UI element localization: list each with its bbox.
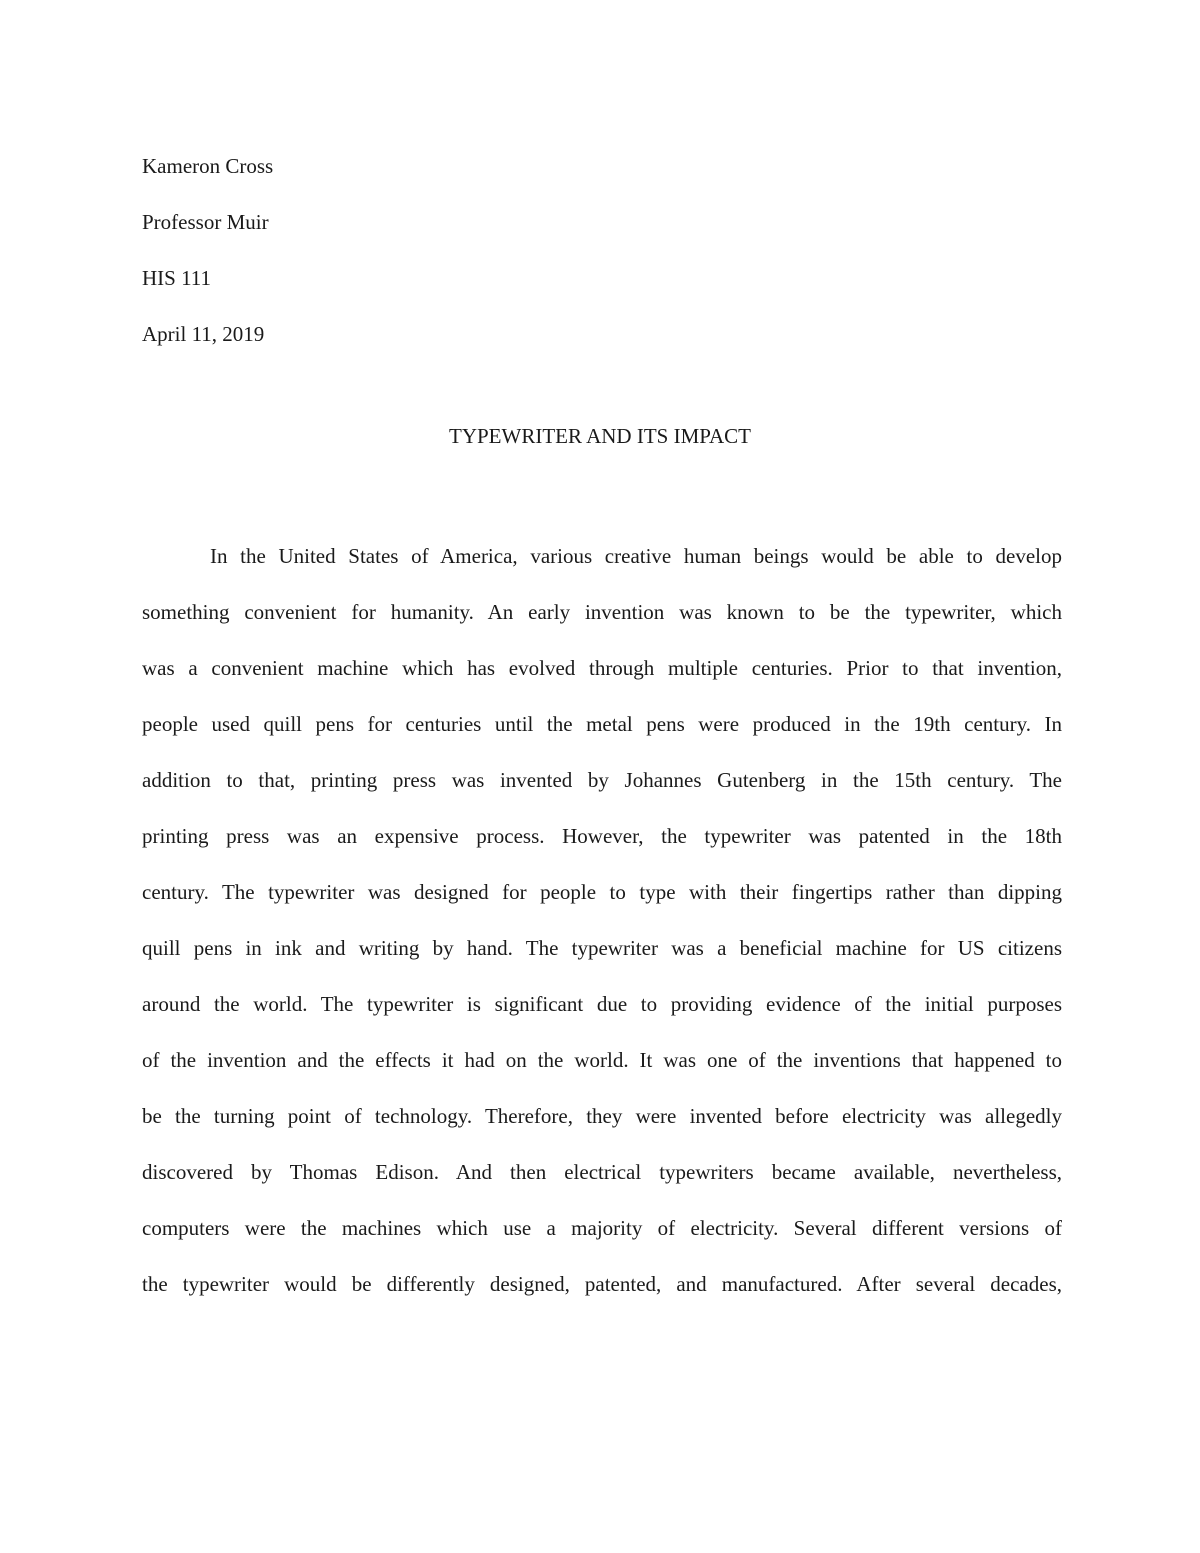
paragraph-line: printing press was an expensive process. However, the typewriter was patented in the 18th [142,824,1062,848]
essay-paragraph [142,528,1062,1312]
author-name: Kameron Cross [142,154,274,178]
course-code: HIS 111 [142,266,212,290]
essay-title: TYPEWRITER AND ITS IMPACT [449,424,751,448]
paragraph-line: quill pens in ink and writing by hand. The typewriter was a beneficial machine for US citizens [142,936,1062,960]
paragraph-line: people used quill pens for centuries until the metal pens were produced in the 19th century. In [142,712,1062,736]
paragraph-line: century. The typewriter was designed for people to type with their fingertips rather than dipping [142,880,1062,904]
paragraph-line: addition to that, printing press was invented by Johannes Gutenberg in the 15th century. The [142,768,1062,792]
mla-heading [142,138,742,362]
paragraph-line: the typewriter would be differently designed, patented, and manufactured. After several decades, [142,1272,1062,1296]
paragraph-line: of the invention and the effects it had on the world. It was one of the inventions that happened to [142,1048,1062,1072]
professor-name: Professor Muir [142,210,269,234]
paragraph-line: around the world. The typewriter is significant due to providing evidence of the initial purposes [142,992,1062,1016]
paragraph-line: was a convenient machine which has evolved through multiple centuries. Prior to that invention, [142,656,1062,680]
paragraph-line: computers were the machines which use a majority of electricity. Several different versions of [142,1216,1062,1240]
paragraph-line: something convenient for humanity. An early invention was known to be the typewriter, which [142,600,1062,624]
document-date: April 11, 2019 [142,322,265,346]
paragraph-line: In the United States of America, various creative human beings would be able to develop [210,544,1062,568]
paragraph-line: be the turning point of technology. Therefore, they were invented before electricity was allegedly [142,1104,1062,1128]
paragraph-line: discovered by Thomas Edison. And then electrical typewriters became available, nevertheless, [142,1160,1062,1184]
